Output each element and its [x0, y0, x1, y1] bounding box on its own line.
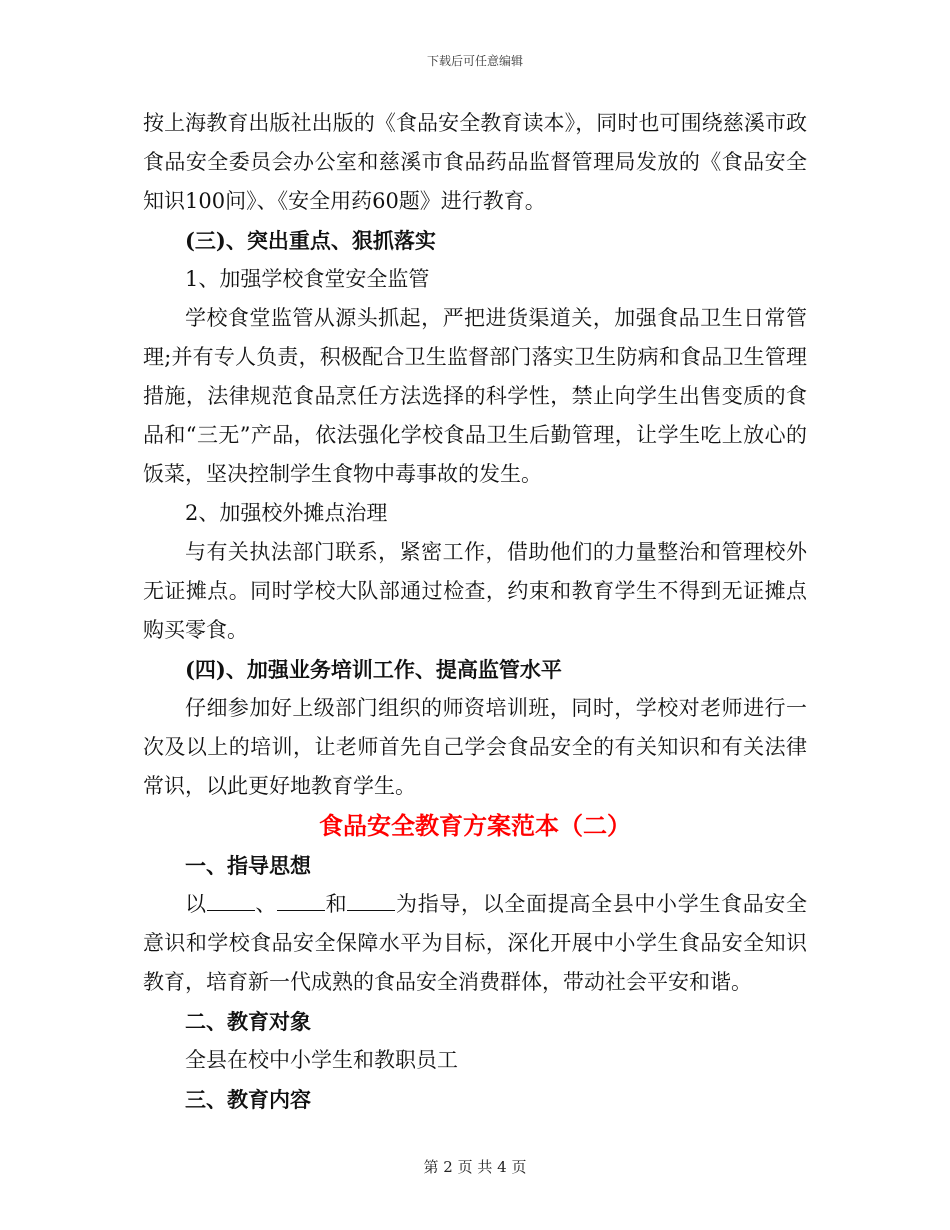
document-body [143, 104, 807, 1119]
fill-blank [207, 892, 255, 911]
paragraph-training: 仔细参加好上级部门组织的师资培训班，同时，学校对老师进行一次及以上的培训，让老师首先自己学会食品安全的有关知识和有关法律常识，以此更好地教育学生。 [143, 696, 807, 798]
fill-blank [347, 892, 395, 911]
text-fragment: 以 [185, 892, 207, 916]
subheading-stall-control: 2、加强校外摊点治理 [185, 501, 388, 525]
heading-education-content: 三、教育内容 [185, 1087, 311, 1112]
heading-education-targets: 二、教育对象 [185, 1009, 311, 1034]
paragraph-guiding-ideology [143, 885, 807, 1002]
subheading-canteen-supervision: 1、加强学校食堂安全监管 [185, 267, 430, 291]
paragraph-stall-control: 与有关执法部门联系，紧密工作，借助他们的力量整治和管理校外无证摊点。同时学校大队部通过检查，约束和教育学生不得到无证摊点购买零食。 [143, 540, 807, 642]
page-footer-number: 第 2 页 共 4 页 [423, 1158, 527, 1176]
fill-blank [277, 892, 325, 911]
paragraph-reading-materials: 按上海教育出版社出版的《食品安全教育读本》，同时也可围绕慈溪市政食品安全委员会办公室和慈溪市食品药品监督管理局发放的《食品安全知识100问》、《安全用药60题》进行教育。 [143, 111, 807, 213]
paragraph-education-targets: 全县在校中小学生和教职员工 [185, 1048, 458, 1072]
text-fragment: 为指导，以全面提高全县中小学生食品安全意识和学校食品安全保障水平为目标，深化开展中小学生食品安全知识教育，培育新一代成熟的食品安全消费群体，带动社会平安和谐。 [143, 892, 808, 994]
heading-section-three: (三)、突出重点、狠抓落实 [185, 228, 436, 253]
heading-section-four: (四)、加强业务培训工作、提高监管水平 [185, 657, 562, 682]
paragraph-canteen-supervision: 学校食堂监管从源头抓起，严把进货渠道关，加强食品卫生日常管理;并有专人负责，积极配合卫生监督部门落实卫生防病和食品卫生管理措施，法律规范食品烹任方法选择的科学性，禁止向学生出售变质的食品和“三无”产品，依法强化学校食品卫生后勤管理，让学生吃上放心的饭菜，坚决控制学生食物中毒事故的发生。 [143, 306, 807, 486]
text-fragment: 、 [254, 892, 278, 916]
section-title-plan-two: 食品安全教育方案范本（二） [319, 811, 631, 840]
text-fragment: 和 [325, 892, 348, 916]
heading-guiding-ideology: 一、指导思想 [185, 853, 311, 878]
page-header-note: 下载后可任意编辑 [426, 54, 523, 68]
